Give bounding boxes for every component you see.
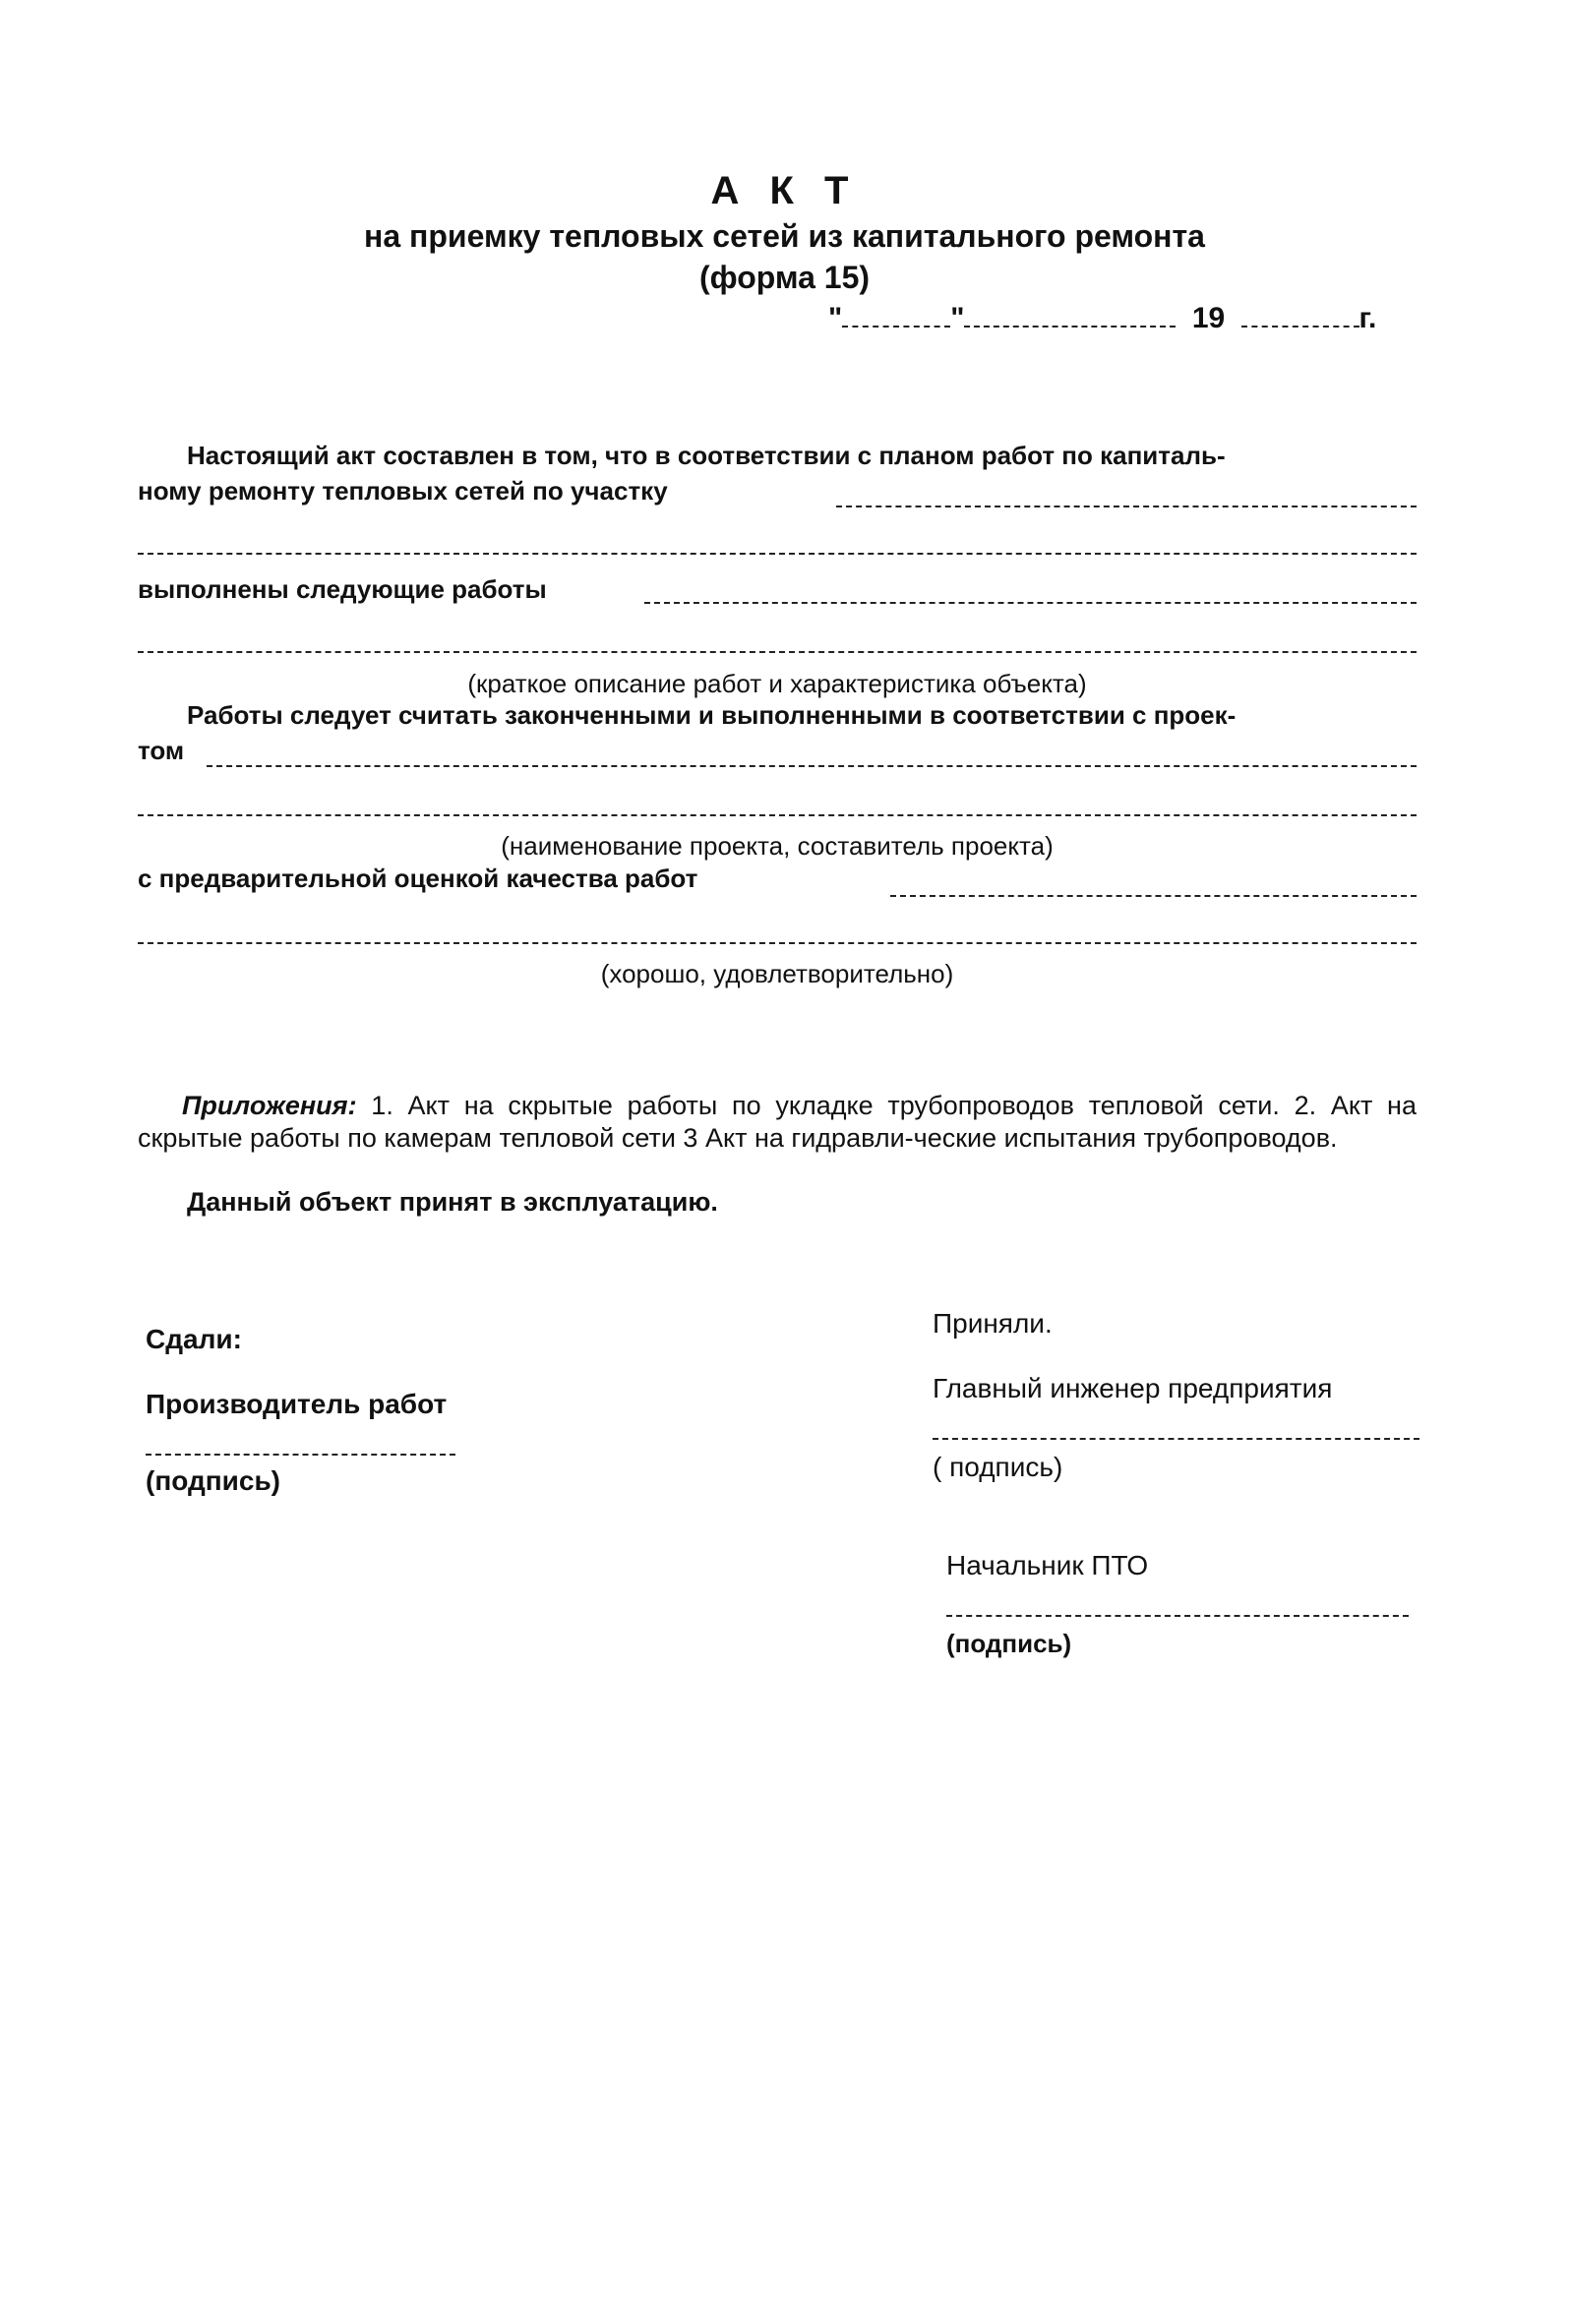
appendix-label: Приложения: (182, 1091, 357, 1120)
complete-line-1: Работы следует считать законченными и выполненными в соответствии с проек- (187, 700, 1237, 730)
intro-line-2: ному ремонту тепловых сетей по участку (138, 476, 668, 506)
section-field-continuation[interactable] (138, 553, 1417, 555)
works-producer-signature-field[interactable] (146, 1454, 455, 1456)
works-caption: (краткое описание работ и характеристика объекта) (467, 669, 1087, 698)
complete-line-2: том (138, 736, 185, 765)
chief-engineer-label: Главный инженер предприятия (933, 1373, 1333, 1403)
pto-head-signature-caption: (подпись) (946, 1629, 1072, 1658)
works-producer-label: Производитель работ (146, 1389, 448, 1419)
works-field-continuation[interactable] (138, 651, 1417, 653)
accepted-text: Данный объект принят в эксплуатацию. (187, 1187, 718, 1217)
chief-engineer-signature-field[interactable] (933, 1438, 1419, 1440)
date-line (828, 300, 1376, 335)
works-label: выполнены следующие работы (138, 574, 547, 604)
project-caption: (наименование проекта, составитель проекта) (501, 831, 1054, 861)
chief-engineer-signature-caption: ( подпись) (933, 1452, 1063, 1482)
date-year-suffix: г. (1358, 302, 1377, 334)
appendix-text: 1. Акт на скрытые работы по укладке трубопроводов тепловой сети. 2. Акт на скрытые работы по камерам тепловой сети 3 Акт на гидравли-ческие испытания трубопроводов. (138, 1091, 1417, 1153)
project-field-continuation[interactable] (138, 814, 1417, 816)
handed-over-label: Сдали: (146, 1324, 242, 1354)
appendix-paragraph (138, 1090, 1417, 1155)
date-close-quote: " (950, 302, 965, 334)
date-year-prefix: 19 (1191, 302, 1226, 334)
quality-field[interactable] (890, 895, 1417, 897)
document-subtitle: на приемку тепловых сетей из капитального ремонта (364, 218, 1205, 254)
project-field[interactable] (207, 765, 1417, 767)
section-field[interactable] (836, 506, 1417, 507)
pto-head-label: Начальник ПТО (946, 1550, 1149, 1580)
quality-caption: (хорошо, удовлетворительно) (600, 959, 954, 988)
quality-label: с предварительной оценкой качества работ (138, 864, 698, 893)
document-title: А К Т (710, 169, 859, 212)
accepted-by-label: Приняли. (933, 1308, 1053, 1339)
works-producer-signature-caption: (подпись) (146, 1465, 280, 1496)
works-field[interactable] (644, 602, 1417, 604)
date-open-quote: " (828, 302, 843, 334)
date-month-field[interactable] (964, 300, 1176, 328)
date-year-field[interactable] (1241, 300, 1359, 328)
date-day-field[interactable] (842, 300, 950, 328)
quality-field-continuation[interactable] (138, 942, 1417, 944)
form-label: (форма 15) (698, 260, 871, 295)
pto-head-signature-field[interactable] (946, 1615, 1409, 1617)
intro-line-1: Настоящий акт составлен в том, что в соответствии с планом работ по капиталь- (187, 441, 1226, 470)
